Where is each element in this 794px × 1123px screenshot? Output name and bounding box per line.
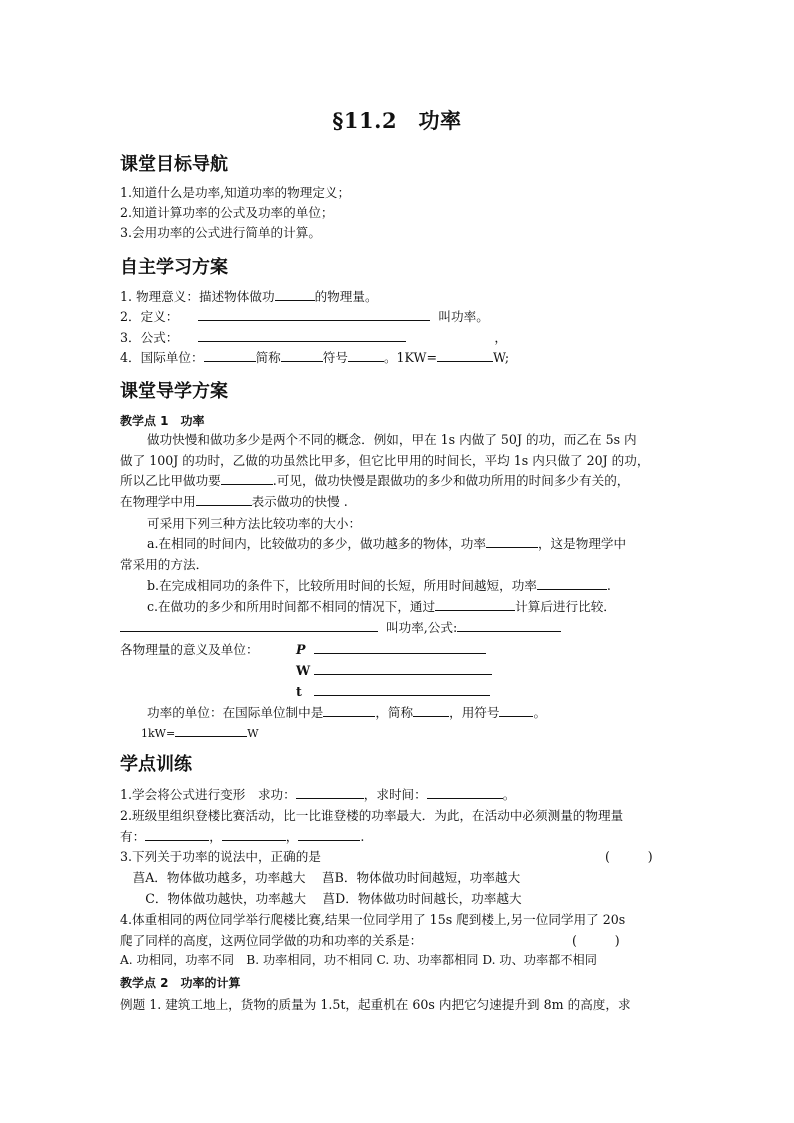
power-definition: 叫功率,公式: [120,618,561,637]
answer-blank[interactable] [336,682,408,696]
answer-blank[interactable] [432,682,490,696]
training-q4: 4.体重相同的两位同学举行爬楼比赛,结果一位同学用了 15s 爬到楼上,另一位同学用了 20s [120,912,626,927]
quantity-row-p: P [296,640,486,659]
section-heading-goals: 课堂目标导航 [120,154,228,175]
paragraph-line: 做功快慢和做功多少是两个不同的概念．例如，甲在 1s 内做了 50J 的功，而乙在 5s 内 [147,432,637,447]
goal-item: 1.知道什么是功率,知道功率的物理定义； [120,185,351,200]
answer-blank[interactable] [196,492,252,506]
teaching-point-1-label: 教学点 1 功率 [120,414,205,428]
answer-blank[interactable] [323,703,375,717]
answer-blank[interactable] [486,534,538,548]
training-q3-options: 菖A．物体做功越多，功率越大 菖B．物体做功时间越短，功率越大 [120,870,521,885]
training-q2-answers: 有： ， ， . [120,829,365,844]
goal-item: 2.知道计算功率的公式及功率的单位； [120,205,334,220]
section-heading-training: 学点训练 [120,754,192,775]
method-b: b.在完成相同功的条件下，比较所用时间的长短，所用时间越短，功率 . [147,578,611,593]
quantity-row-t: t [296,682,490,701]
section-heading-guide: 课堂导学方案 [120,381,228,402]
answer-blank[interactable] [338,661,408,675]
answer-blank[interactable] [222,827,286,841]
training-q3: 3.下列关于功率的说法中，正确的是 [120,849,321,864]
answer-blank[interactable] [457,618,561,632]
example-1: 例题 1. 建筑工地上，货物的质量为 1.5t，起重机在 60s 内把它匀速提升到 8m 的高度，求 [120,997,631,1012]
answer-parentheses[interactable]: ( ) [605,849,653,864]
answer-blank[interactable] [145,827,209,841]
answer-blank[interactable] [413,703,449,717]
power-unit-line: 功率的单位：在国际单位制中是 ，简称 ，用符号 。 [147,705,547,720]
answer-blank[interactable] [298,827,360,841]
paragraph-line: 做了 100J 的功时，乙做的功虽然比甲多，但它比甲用的时间长，平均 1s 内只做了 20J 的功， [120,453,650,468]
self-study-q4: 4．国际单位： 简称 符号 。1KW= W; [120,350,510,365]
answer-blank[interactable] [430,640,486,654]
goal-item: 3.会用功率的公式进行简单的计算。 [120,225,321,240]
answer-blank[interactable] [537,576,607,590]
answer-blank[interactable] [198,328,406,342]
answer-blank[interactable] [348,348,384,362]
method-c: c.在做功的多少和所用时间都不相同的情况下，通过 计算后进行比较． [147,599,616,614]
answer-blank[interactable] [434,661,492,675]
answer-blank[interactable] [198,307,430,321]
answer-blank[interactable] [296,785,364,799]
section-heading-self-study: 自主学习方案 [120,257,228,278]
answer-blank[interactable] [221,471,273,485]
self-study-q2: 2．定义： 叫功率。 [120,309,489,324]
answer-blank[interactable] [275,287,315,301]
answer-blank[interactable] [437,348,493,362]
self-study-q1: 1. 物理意义：描述物体做功 的物理量。 [120,289,378,304]
page-title: §11.2 功率 [332,108,462,133]
training-q3-options: C．物体做功越快，功率越大 菖D．物体做功时间越长，功率越大 [120,891,522,906]
training-q2: 2.班级里组织登楼比赛活动，比一比谁登楼的功率最大．为此，在活动中必须测量的物理量 [120,808,624,823]
answer-blank[interactable] [427,785,503,799]
training-q1: 1.学会将公式进行变形 求功： ，求时间： 。 [120,787,516,802]
kw-conversion: 1kW= W [141,723,259,743]
answer-parentheses[interactable]: ( ) [572,933,620,948]
teaching-point-2-label: 教学点 2 功率的计算 [120,976,241,990]
quantity-row-w: W [296,661,492,680]
method-a: a.在相同的时间内，比较做功的多少，做功越多的物体，功率 ，这是物理学中 [147,536,627,551]
answer-blank[interactable] [499,703,533,717]
paragraph-line: 在物理学中用 表示做功的快慢 . [120,494,348,509]
answer-blank[interactable] [204,348,256,362]
answer-blank[interactable] [435,597,515,611]
quantities-label: 各物理量的意义及单位： [120,642,259,657]
paragraph-line: 可采用下列三种方法比较功率的大小： [147,516,362,531]
paragraph-line: 所以乙比甲做功要 .可见，做功快慢是跟做功的多少和做功所用的时间多少有关的， [120,473,630,488]
method-a-cont: 常采用的方法． [120,557,209,572]
answer-blank[interactable] [120,618,378,632]
answer-blank[interactable] [336,640,404,654]
training-q4-options: A. 功相同，功率不同 B. 功率相同，功不相同 C. 功、功率都相同 D. 功、功率都不相同 [120,953,597,967]
answer-blank[interactable] [281,348,323,362]
self-study-q3: 3．公式： ， [120,330,507,345]
training-q4-cont: 爬了同样的高度，这两位同学做的功和功率的关系是： [120,933,423,948]
answer-blank[interactable] [175,723,247,737]
